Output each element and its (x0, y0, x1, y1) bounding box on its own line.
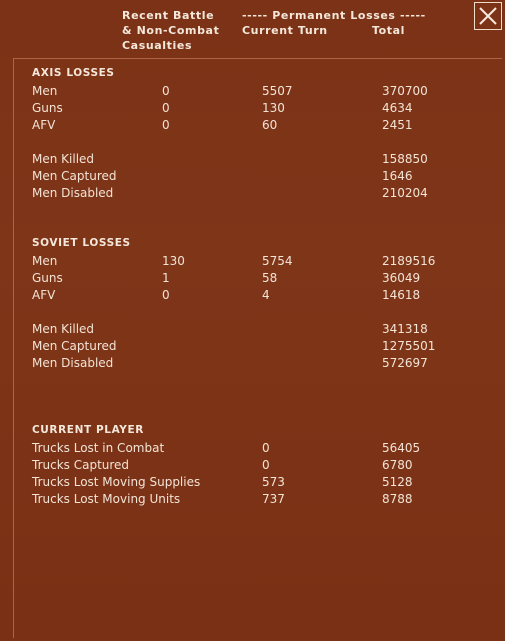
row-label: AFV (32, 118, 56, 132)
total-value: 1646 (382, 169, 413, 183)
total-value: 158850 (382, 152, 428, 166)
turn-value: 58 (262, 271, 278, 285)
close-icon (478, 6, 498, 26)
recent-value: 130 (162, 254, 185, 268)
total-value: 1275501 (382, 339, 436, 353)
total-value: 6780 (382, 458, 413, 472)
row-label: Guns (32, 271, 63, 285)
turn-value: 5754 (262, 254, 293, 268)
total-value: 4634 (382, 101, 413, 115)
row-label: Men Killed (32, 152, 95, 166)
recent-value: 0 (162, 288, 170, 302)
total-value: 5128 (382, 475, 413, 489)
table-row (0, 491, 505, 508)
table-row (0, 100, 505, 117)
table-row (0, 321, 505, 338)
current-turn-header: Current Turn (242, 24, 328, 37)
recent-value: 1 (162, 271, 170, 285)
recent-header-line2: & Non-Combat (122, 24, 220, 37)
row-label: Trucks Lost Moving Supplies (32, 475, 201, 489)
row-label: Guns (32, 101, 63, 115)
total-value: 370700 (382, 84, 428, 98)
turn-value: 130 (262, 101, 285, 115)
turn-value: 4 (262, 288, 270, 302)
table-row (0, 457, 505, 474)
soviet-losses-title: SOVIET LOSSES (32, 237, 131, 249)
recent-battle-header (122, 8, 219, 53)
row-label: Trucks Captured (32, 458, 130, 472)
row-label: AFV (32, 288, 56, 302)
total-value: 572697 (382, 356, 428, 370)
recent-value: 0 (162, 118, 170, 132)
close-button[interactable] (474, 2, 502, 30)
table-row (0, 117, 505, 134)
row-label: Men Killed (32, 322, 95, 336)
turn-value: 0 (262, 458, 270, 472)
row-label: Men Captured (32, 339, 117, 353)
turn-value: 573 (262, 475, 285, 489)
table-row (0, 474, 505, 491)
table-row (0, 253, 505, 270)
table-row (0, 185, 505, 202)
row-label: Men (32, 254, 58, 268)
total-value: 341318 (382, 322, 428, 336)
turn-value: 737 (262, 492, 285, 506)
row-label: Men (32, 84, 58, 98)
permanent-losses-header: ----- Permanent Losses ----- (242, 9, 426, 22)
recent-header-line3: Casualties (122, 39, 193, 52)
recent-header-line1: Recent Battle (122, 9, 215, 22)
total-value: 56405 (382, 441, 421, 455)
total-value: 2451 (382, 118, 413, 132)
table-row (0, 151, 505, 168)
total-value: 8788 (382, 492, 413, 506)
total-value: 36049 (382, 271, 421, 285)
row-label: Men Disabled (32, 356, 114, 370)
table-row (0, 440, 505, 457)
row-label: Trucks Lost in Combat (32, 441, 165, 455)
total-value: 2189516 (382, 254, 436, 268)
table-row (0, 270, 505, 287)
total-header: Total (372, 24, 406, 37)
total-value: 210204 (382, 186, 428, 200)
row-label: Trucks Lost Moving Units (32, 492, 181, 506)
turn-value: 5507 (262, 84, 293, 98)
current-player-title: CURRENT PLAYER (32, 424, 144, 436)
total-value: 14618 (382, 288, 421, 302)
table-row (0, 83, 505, 100)
turn-value: 60 (262, 118, 278, 132)
axis-losses-title: AXIS LOSSES (32, 67, 115, 79)
table-row (0, 338, 505, 355)
turn-value: 0 (262, 441, 270, 455)
row-label: Men Captured (32, 169, 117, 183)
table-row (0, 355, 505, 372)
recent-value: 0 (162, 101, 170, 115)
table-row (0, 168, 505, 185)
row-label: Men Disabled (32, 186, 114, 200)
table-row (0, 287, 505, 304)
recent-value: 0 (162, 84, 170, 98)
